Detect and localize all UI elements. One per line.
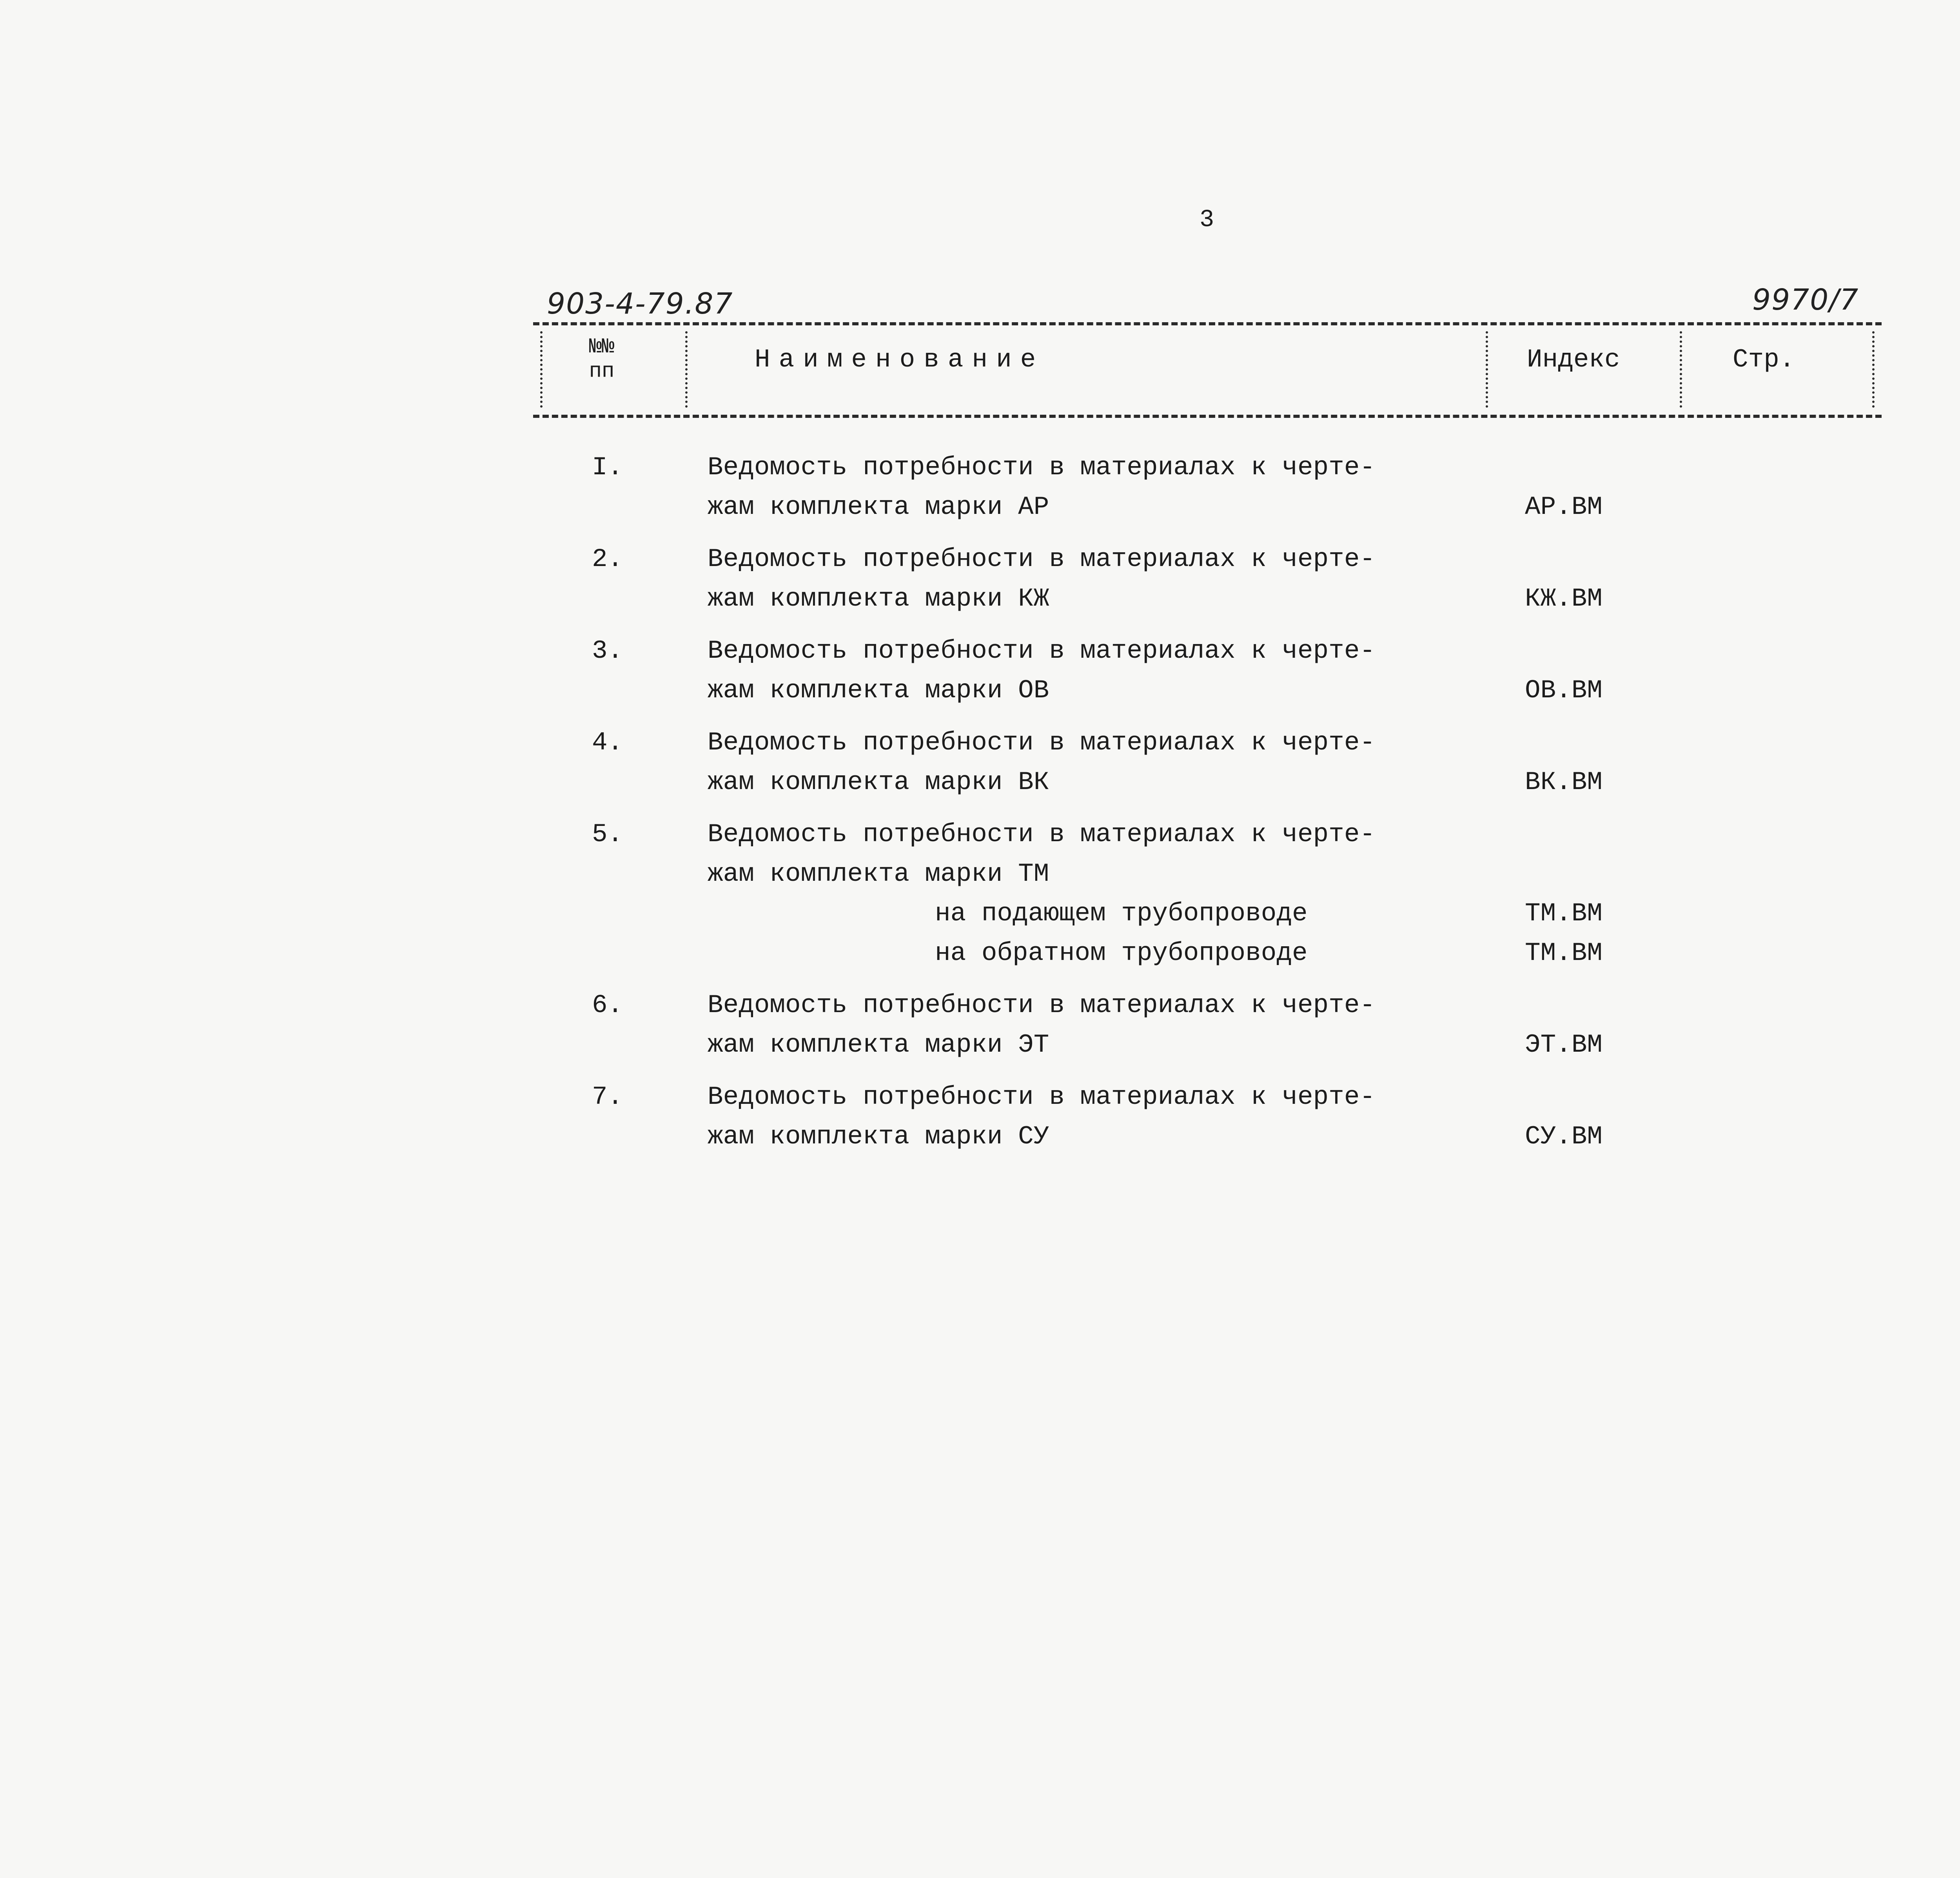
item-title-line1: Ведомость потребности в материалах к черте- <box>708 820 1376 849</box>
column-separator <box>540 331 543 408</box>
item-index: ТМ.ВМ <box>1525 899 1603 928</box>
header-number: №№ пп <box>589 335 615 383</box>
column-separator <box>1486 331 1488 408</box>
item-title-line2: жам комплекта марки КЖ <box>708 584 1049 613</box>
item-index: ОВ.ВМ <box>1525 676 1603 705</box>
item-title-line1: Ведомость потребности в материалах к черте- <box>708 728 1376 757</box>
column-separator <box>685 331 688 408</box>
page-number: 3 <box>1200 206 1214 234</box>
item-index: ВК.ВМ <box>1525 768 1603 797</box>
column-separator <box>1872 331 1875 408</box>
item-title-line2: жам комплекта марки СУ <box>708 1122 1049 1151</box>
item-title-line2: жам комплекта марки ТМ <box>708 859 1049 889</box>
item-index: СУ.ВМ <box>1525 1122 1603 1151</box>
item-number: I. <box>592 453 623 482</box>
item-title-line1: Ведомость потребности в материалах к черте- <box>708 544 1376 574</box>
item-number: 5. <box>592 820 623 849</box>
header-name: Наименование <box>755 345 1045 374</box>
table-header-bottom-rule <box>533 415 1882 418</box>
table-top-rule <box>533 322 1882 325</box>
item-subline: на обратном трубопроводе <box>935 938 1308 968</box>
item-title-line1: Ведомость потребности в материалах к черте- <box>708 991 1376 1020</box>
item-title-line1: Ведомость потребности в материалах к черте- <box>708 1082 1376 1112</box>
item-index: ТМ.ВМ <box>1525 938 1603 968</box>
item-title-line2: жам комплекта марки ОВ <box>708 676 1049 705</box>
item-title-line1: Ведомость потребности в материалах к черте- <box>708 453 1376 482</box>
item-number: 6. <box>592 991 623 1020</box>
item-title-line1: Ведомость потребности в материалах к черте- <box>708 636 1376 666</box>
item-index: АР.ВМ <box>1525 492 1603 522</box>
item-title-line2: жам комплекта марки ЭТ <box>708 1030 1049 1060</box>
item-index: КЖ.ВМ <box>1525 584 1603 613</box>
item-number: 2. <box>592 544 623 574</box>
header-index: Индекс <box>1527 345 1620 374</box>
item-subline: на подающем трубопроводе <box>935 899 1308 928</box>
item-index: ЭТ.ВМ <box>1525 1030 1603 1060</box>
header-page: Стр. <box>1733 345 1795 374</box>
item-title-line2: жам комплекта марки ВК <box>708 768 1049 797</box>
item-number: 3. <box>592 636 623 666</box>
column-separator <box>1680 331 1682 408</box>
document-code: 903-4-79.87 <box>547 287 733 321</box>
item-number: 7. <box>592 1082 623 1112</box>
item-number: 4. <box>592 728 623 757</box>
item-title-line2: жам комплекта марки АР <box>708 492 1049 522</box>
sheet-code: 9970/7 <box>1752 283 1859 317</box>
